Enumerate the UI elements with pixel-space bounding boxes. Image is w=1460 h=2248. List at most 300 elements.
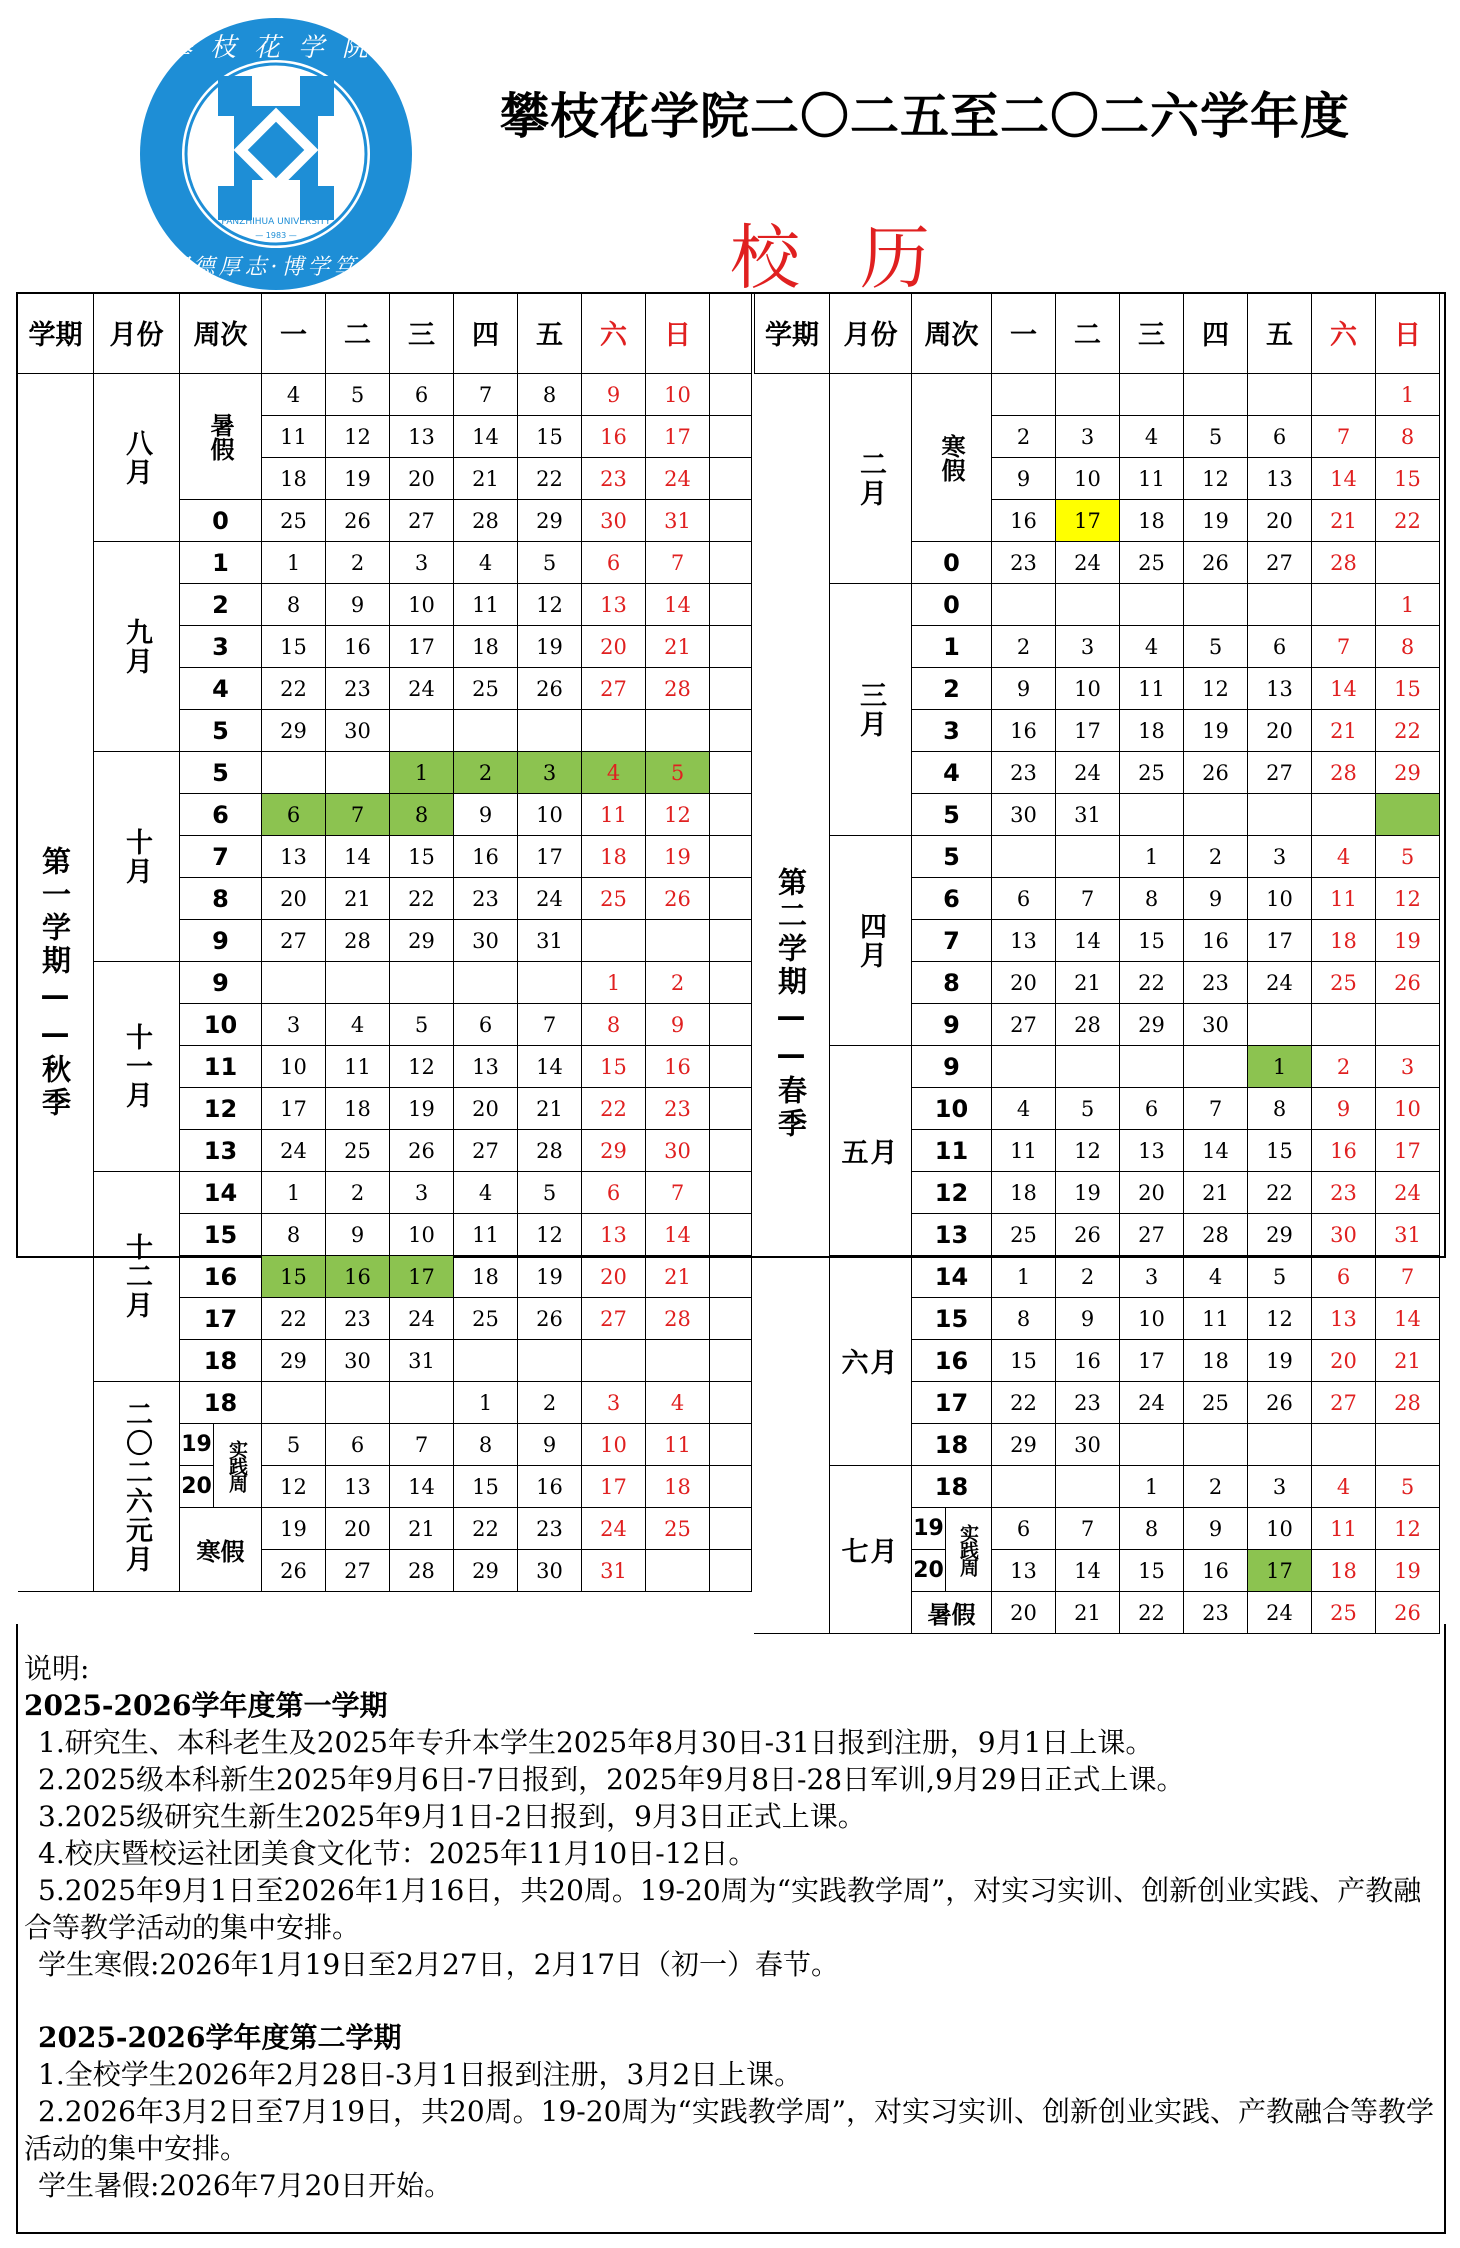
date-cell: 30 [1056,1424,1120,1466]
date-cell: 28 [326,920,390,962]
date-cell: 25 [1312,962,1376,1004]
date-cell: 31 [1376,1214,1440,1256]
date-cell: 13 [454,1046,518,1088]
date-cell: 19 [1376,920,1440,962]
date-cell [1056,1046,1120,1088]
date-cell: 11 [454,584,518,626]
date-cell: 27 [262,920,326,962]
week-number: 12 [912,1172,992,1214]
date-cell: 6 [1120,1088,1184,1130]
row-spacer [710,836,752,878]
date-cell: 24 [262,1130,326,1172]
date-cell: 11 [454,1214,518,1256]
date-cell: 16 [326,626,390,668]
date-cell: 29 [262,1340,326,1382]
date-cell: 9 [582,374,646,416]
date-cell: 12 [518,1214,582,1256]
date-cell: 12 [1376,878,1440,920]
date-cell: 28 [646,1298,710,1340]
date-cell: 9 [326,584,390,626]
week-number: 15 [912,1298,992,1340]
week-number: 8 [180,878,262,920]
date-cell [1312,794,1376,836]
date-cell [992,1466,1056,1508]
date-cell: 21 [646,626,710,668]
date-cell [992,1046,1056,1088]
month-label: 九月 [94,542,180,752]
date-cell: 7 [646,542,710,584]
date-cell: 14 [646,584,710,626]
notes-sem2-item: 2.2026年3月2日至7月19日，共20周。19-20周为“实践教学周”，对实习实训、创新创业实践、产教融合等教学活动的集中安排。 [24,2095,1435,2165]
date-cell: 19 [1056,1172,1120,1214]
notes-sem1-vacation: 学生寒假:2026年1月19日至2月27日，2月17日（初一）春节。 [38,1948,840,1981]
date-cell [454,710,518,752]
date-cell [582,920,646,962]
date-cell [646,920,710,962]
date-cell: 8 [1248,1088,1312,1130]
month-label: 十一月 [94,962,180,1172]
date-cell: 21 [646,1256,710,1298]
date-cell: 27 [1248,752,1312,794]
date-cell: 12 [390,1046,454,1088]
date-cell: 14 [1312,458,1376,500]
date-cell [454,1340,518,1382]
date-cell: 19 [1248,1340,1312,1382]
date-cell: 9 [1312,1088,1376,1130]
date-cell: 25 [1120,752,1184,794]
date-cell: 26 [326,500,390,542]
date-cell: 18 [646,1466,710,1508]
date-cell: 12 [262,1466,326,1508]
date-cell: 23 [646,1088,710,1130]
date-cell: 14 [390,1466,454,1508]
date-cell [1248,374,1312,416]
date-cell: 30 [326,1340,390,1382]
date-cell [1184,584,1248,626]
date-cell: 22 [1120,1592,1184,1634]
date-cell: 16 [326,1256,390,1298]
semester-label: 第二学期——春季 [754,374,830,1634]
date-cell: 2 [992,416,1056,458]
date-cell: 12 [646,794,710,836]
date-cell: 3 [1248,1466,1312,1508]
week-number: 9 [912,1046,992,1088]
date-cell: 18 [454,1256,518,1298]
date-cell: 21 [1312,710,1376,752]
date-cell: 24 [518,878,582,920]
date-cell: 29 [1248,1214,1312,1256]
month-label: 五月 [830,1046,912,1256]
date-cell: 20 [582,626,646,668]
date-cell [326,1382,390,1424]
date-cell: 3 [1120,1256,1184,1298]
date-cell: 7 [518,1004,582,1046]
date-cell [582,1340,646,1382]
date-cell: 21 [1312,500,1376,542]
date-cell: 18 [1312,920,1376,962]
date-cell: 22 [454,1508,518,1550]
date-cell: 12 [326,416,390,458]
date-cell: 11 [326,1046,390,1088]
logo-motto: 明德厚志·博学笃行 [166,255,386,280]
date-cell: 26 [390,1130,454,1172]
date-cell: 20 [992,1592,1056,1634]
notes-sem1-item: 1.研究生、本科老生及2025年专升本学生2025年8月30日-31日报到注册，9月1日上课。 [38,1726,1154,1759]
row-spacer [710,626,752,668]
date-cell: 14 [1056,1550,1120,1592]
date-cell: 5 [1056,1088,1120,1130]
date-cell: 10 [1376,1088,1440,1130]
date-cell: 15 [1376,668,1440,710]
date-cell: 6 [1248,626,1312,668]
date-cell: 21 [1184,1172,1248,1214]
date-cell: 8 [518,374,582,416]
week-vacation-label: 暑假 [180,374,262,500]
row-spacer [710,1508,752,1550]
date-cell: 3 [1248,836,1312,878]
header-day: 三 [1120,292,1184,374]
date-cell: 23 [1312,1172,1376,1214]
row-spacer [710,1550,752,1592]
week-number: 4 [180,668,262,710]
date-cell: 5 [1376,1466,1440,1508]
date-cell: 21 [454,458,518,500]
week-number: 19 [912,1508,946,1550]
date-cell [992,584,1056,626]
date-cell: 1 [262,542,326,584]
date-cell: 1 [1248,1046,1312,1088]
notes-sem2-item: 1.全校学生2026年2月28日-3月1日报到注册，3月2日上课。 [38,2058,803,2091]
date-cell: 21 [1376,1340,1440,1382]
month-label: 七月 [830,1466,912,1634]
header-day: 六 [1312,292,1376,374]
date-cell: 13 [992,1550,1056,1592]
week-number: 0 [912,584,992,626]
date-cell: 23 [1184,1592,1248,1634]
date-cell: 1 [1120,1466,1184,1508]
date-cell: 24 [1056,542,1120,584]
date-cell: 16 [1184,920,1248,962]
date-cell: 23 [992,542,1056,584]
date-cell: 23 [326,1298,390,1340]
date-cell: 15 [582,1046,646,1088]
header-day: 一 [992,292,1056,374]
date-cell: 13 [262,836,326,878]
logo-year: — 1983 — [255,231,297,240]
date-cell: 5 [1184,416,1248,458]
row-spacer [710,752,752,794]
date-cell: 29 [1376,752,1440,794]
date-cell: 28 [1312,752,1376,794]
date-cell: 25 [454,1298,518,1340]
date-cell: 13 [582,1214,646,1256]
week-number: 5 [912,794,992,836]
notes-sem1-item: 5.2025年9月1日至2026年1月16日，共20周。19-20周为“实践教学周”，对实习实训、创新创业实践、产教融合等教学活动的集中安排。 [24,1874,1422,1944]
date-cell: 14 [518,1046,582,1088]
date-cell: 26 [1376,1592,1440,1634]
week-number: 7 [180,836,262,878]
date-cell: 17 [1248,1550,1312,1592]
date-cell: 27 [390,500,454,542]
date-cell: 8 [262,584,326,626]
date-cell: 16 [992,500,1056,542]
date-cell [1376,542,1440,584]
date-cell: 15 [1120,1550,1184,1592]
date-cell: 4 [992,1088,1056,1130]
date-cell: 3 [390,542,454,584]
header-day: 五 [1248,292,1312,374]
date-cell: 13 [1248,458,1312,500]
date-cell: 20 [454,1088,518,1130]
date-cell: 2 [454,752,518,794]
date-cell [646,1340,710,1382]
date-cell: 8 [1376,626,1440,668]
date-cell: 6 [326,1424,390,1466]
date-cell: 29 [454,1550,518,1592]
date-cell [1312,1004,1376,1046]
week-number: 14 [912,1256,992,1298]
date-cell: 1 [1376,584,1440,626]
week-number: 18 [180,1340,262,1382]
date-cell: 18 [1120,500,1184,542]
date-cell: 18 [454,626,518,668]
row-spacer [710,458,752,500]
date-cell: 20 [1120,1172,1184,1214]
date-cell: 26 [646,878,710,920]
date-cell: 28 [1056,1004,1120,1046]
date-cell: 20 [390,458,454,500]
date-cell: 25 [1120,542,1184,584]
date-cell: 29 [390,920,454,962]
date-cell: 17 [646,416,710,458]
date-cell: 31 [518,920,582,962]
notes-sem1-item: 4.校庆暨校运社团美食文化节：2025年11月10日-12日。 [38,1837,757,1870]
date-cell: 27 [326,1550,390,1592]
date-cell: 25 [454,668,518,710]
date-cell: 25 [646,1508,710,1550]
date-cell: 11 [582,794,646,836]
date-cell: 30 [582,500,646,542]
date-cell [326,962,390,1004]
notes-sem2-title: 2025-2026学年度第二学期 [38,2021,402,2054]
week-vacation-label: 寒假 [912,374,992,542]
date-cell: 16 [646,1046,710,1088]
date-cell: 8 [1120,1508,1184,1550]
date-cell: 3 [262,1004,326,1046]
date-cell: 28 [1184,1214,1248,1256]
month-label: 二〇二六元月 [94,1382,180,1592]
row-spacer [710,962,752,1004]
date-cell: 27 [582,1298,646,1340]
date-cell: 14 [326,836,390,878]
date-cell: 6 [992,1508,1056,1550]
date-cell: 18 [582,836,646,878]
date-cell: 19 [1376,1550,1440,1592]
date-cell: 13 [1312,1298,1376,1340]
date-cell: 22 [1248,1172,1312,1214]
date-cell: 23 [518,1508,582,1550]
row-spacer [710,794,752,836]
date-cell: 26 [518,1298,582,1340]
date-cell: 17 [390,626,454,668]
date-cell: 4 [646,1382,710,1424]
date-cell [1120,1046,1184,1088]
date-cell: 17 [582,1466,646,1508]
practice-week-label: 实践周 [214,1424,262,1508]
week-number: 12 [180,1088,262,1130]
date-cell [1312,1424,1376,1466]
date-cell: 17 [1120,1340,1184,1382]
date-cell: 24 [390,1298,454,1340]
date-cell: 1 [1120,836,1184,878]
date-cell: 21 [518,1088,582,1130]
date-cell: 5 [518,1172,582,1214]
date-cell: 10 [582,1424,646,1466]
date-cell [1120,374,1184,416]
notes-sem1-item: 2.2025级本科新生2025年9月6日-7日报到，2025年9月8日-28日军训,9月29日正式上课。 [38,1763,1185,1796]
date-cell: 10 [1056,458,1120,500]
row-spacer [710,920,752,962]
date-cell [1248,584,1312,626]
date-cell [1312,584,1376,626]
date-cell: 15 [1120,920,1184,962]
date-cell: 22 [390,878,454,920]
date-cell: 2 [1056,1256,1120,1298]
date-cell [390,710,454,752]
date-cell: 6 [1248,416,1312,458]
header-day: 六 [582,292,646,374]
row-spacer [710,584,752,626]
date-cell: 17 [262,1088,326,1130]
date-cell [992,374,1056,416]
date-cell: 18 [992,1172,1056,1214]
date-cell [1056,836,1120,878]
date-cell: 1 [1376,374,1440,416]
date-cell: 17 [518,836,582,878]
date-cell: 15 [262,626,326,668]
date-cell: 22 [582,1088,646,1130]
date-cell: 25 [326,1130,390,1172]
month-label: 二月 [830,374,912,584]
date-cell: 1 [262,1172,326,1214]
week-number: 16 [180,1256,262,1298]
date-cell: 19 [518,626,582,668]
date-cell: 5 [646,752,710,794]
week-number: 1 [180,542,262,584]
date-cell: 3 [582,1382,646,1424]
date-cell [1184,1424,1248,1466]
date-cell: 20 [1248,710,1312,752]
date-cell: 10 [1248,878,1312,920]
date-cell: 25 [992,1214,1056,1256]
week-number: 10 [180,1004,262,1046]
week-vacation-label: 暑假 [912,1592,992,1634]
date-cell: 10 [1120,1298,1184,1340]
notes-sem2-vacation: 学生暑假:2026年7月20日开始。 [38,2169,453,2202]
header-day: 二 [1056,292,1120,374]
date-cell: 12 [1056,1130,1120,1172]
date-cell: 9 [326,1214,390,1256]
date-cell: 16 [582,416,646,458]
date-cell: 16 [454,836,518,878]
date-cell: 27 [1248,542,1312,584]
date-cell: 16 [1184,1550,1248,1592]
date-cell: 1 [582,962,646,1004]
date-cell [1376,1424,1440,1466]
date-cell [1120,584,1184,626]
week-number: 7 [912,920,992,962]
date-cell: 19 [518,1256,582,1298]
date-cell: 31 [390,1340,454,1382]
date-cell: 5 [1376,836,1440,878]
practice-week-label: 实践周 [946,1508,992,1592]
date-cell: 24 [390,668,454,710]
date-cell: 31 [582,1550,646,1592]
date-cell: 9 [518,1424,582,1466]
date-cell: 4 [326,1004,390,1046]
date-cell: 30 [1184,1004,1248,1046]
notes-intro: 说明: [24,1652,90,1685]
date-cell [1248,1424,1312,1466]
month-label: 四月 [830,836,912,1046]
date-cell [454,962,518,1004]
date-cell: 22 [1376,500,1440,542]
month-label: 八月 [94,374,180,542]
week-number: 6 [180,794,262,836]
date-cell: 23 [992,752,1056,794]
date-cell: 10 [1248,1508,1312,1550]
date-cell [1120,794,1184,836]
date-cell: 27 [582,668,646,710]
header-month: 月份 [830,292,912,374]
date-cell: 7 [1056,1508,1120,1550]
date-cell [1376,1004,1440,1046]
date-cell: 8 [262,1214,326,1256]
date-cell: 11 [1184,1298,1248,1340]
date-cell: 26 [1184,542,1248,584]
date-cell: 1 [992,1256,1056,1298]
date-cell: 7 [454,374,518,416]
month-label: 六月 [830,1256,912,1466]
date-cell: 28 [1312,542,1376,584]
week-number: 14 [180,1172,262,1214]
date-cell: 16 [518,1466,582,1508]
date-cell: 20 [582,1256,646,1298]
date-cell: 13 [992,920,1056,962]
date-cell: 7 [1312,626,1376,668]
date-cell [1120,1424,1184,1466]
date-cell: 28 [390,1550,454,1592]
page-subtitle: 校历 [730,217,990,299]
date-cell: 14 [1184,1130,1248,1172]
week-number: 5 [180,710,262,752]
row-spacer [710,1172,752,1214]
header-day: 日 [1376,292,1440,374]
date-cell: 15 [390,836,454,878]
date-cell: 30 [326,710,390,752]
date-cell: 26 [262,1550,326,1592]
date-cell: 10 [646,374,710,416]
week-number: 17 [180,1298,262,1340]
date-cell [646,710,710,752]
date-cell: 26 [1248,1382,1312,1424]
date-cell: 7 [390,1424,454,1466]
date-cell: 14 [646,1214,710,1256]
week-number: 19 [180,1424,214,1466]
week-number: 4 [912,752,992,794]
date-cell: 27 [992,1004,1056,1046]
date-cell: 15 [454,1466,518,1508]
